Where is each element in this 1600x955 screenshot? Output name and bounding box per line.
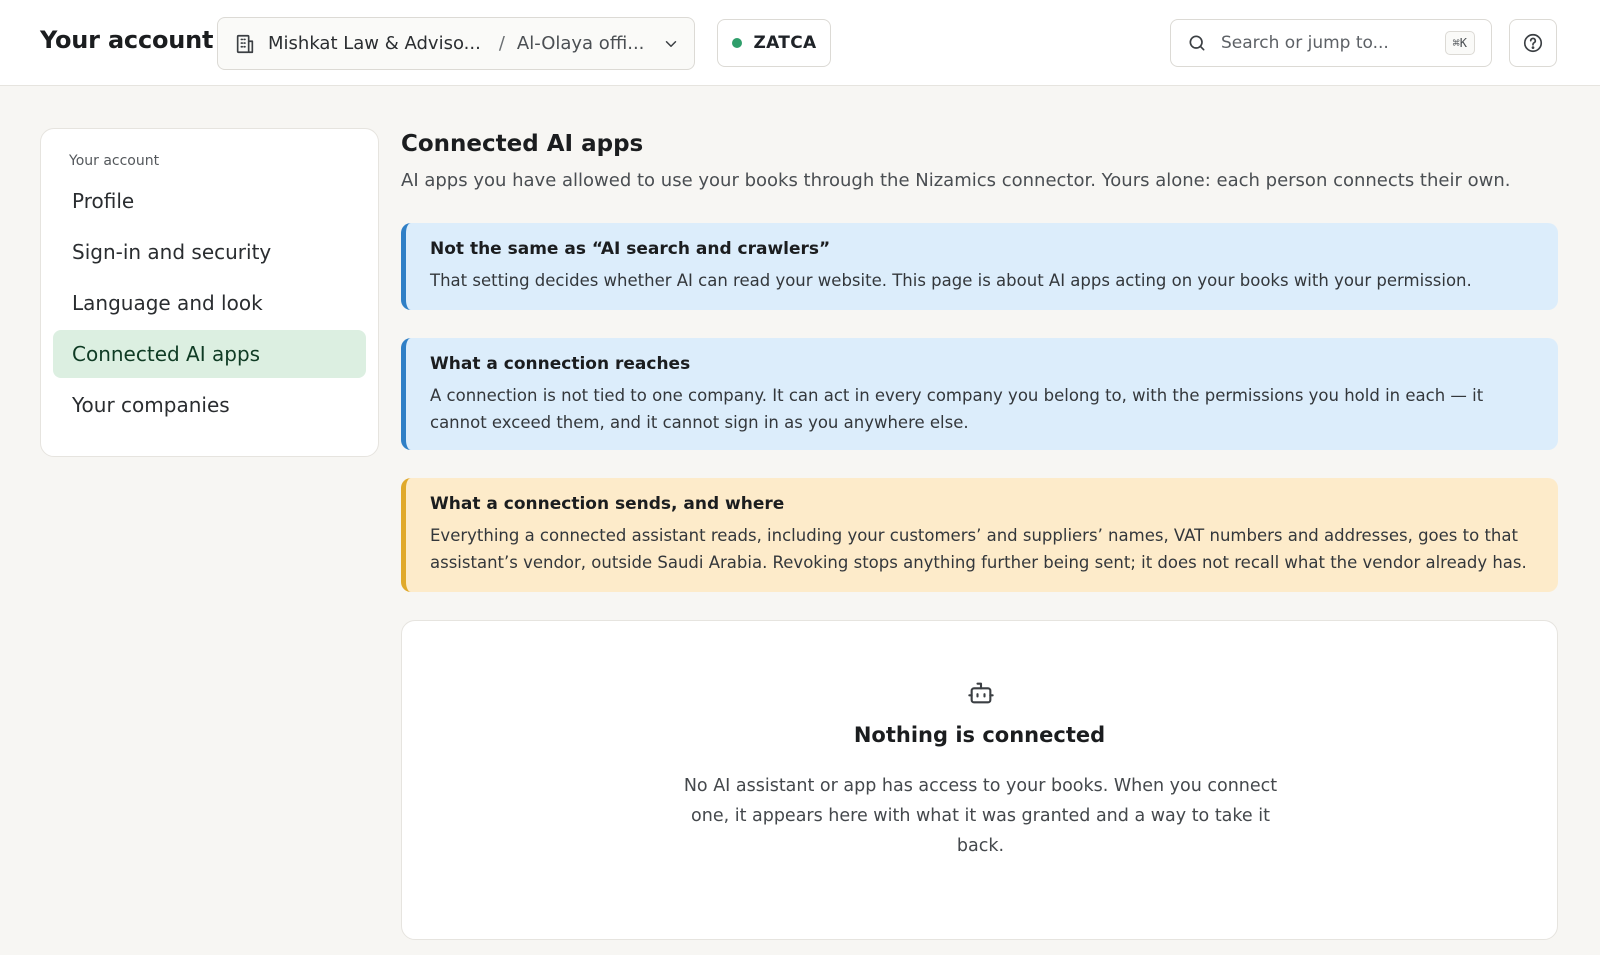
search-icon (1187, 33, 1207, 53)
callout-title: What a connection reaches (430, 354, 691, 374)
help-icon (1522, 32, 1544, 54)
help-button[interactable] (1509, 19, 1557, 67)
breadcrumb-separator: / (498, 33, 505, 54)
empty-state (401, 620, 1558, 940)
callout-body: That setting decides whether AI can read your website. This page is about AI apps acting on your books with your permission. (430, 271, 1472, 290)
account-sidebar (40, 128, 379, 457)
sidebar-item-connected-ai-apps[interactable]: Connected AI apps (53, 330, 366, 378)
building-icon (234, 33, 256, 55)
sidebar-heading: Your account (69, 153, 160, 169)
sidebar-item-sign-in-security[interactable]: Sign-in and security (72, 240, 272, 264)
company-name: Mishkat Law & Adviso... (268, 33, 481, 54)
empty-state-title: Nothing is connected (853, 723, 1106, 747)
sidebar-item-profile[interactable]: Profile (72, 189, 135, 213)
chevron-down-icon (662, 35, 680, 53)
robot-icon (967, 679, 995, 707)
section-title: Connected AI apps (401, 131, 644, 157)
callout-ai-search-note (401, 223, 1558, 310)
status-dot (732, 38, 742, 48)
office-name: Al-Olaya offi... (516, 33, 645, 54)
callout-connection-reach (401, 338, 1558, 450)
callout-title: What a connection sends, and where (430, 494, 785, 514)
search-placeholder: Search or jump to... (1221, 33, 1389, 53)
main-content (401, 128, 1558, 856)
shortcut-badge: ⌘K (1445, 31, 1475, 55)
callout-body: Everything a connected assistant reads, including your customers’ and suppliers’ names, VAT numbers and addresses, goes to that assistant’s vendor, outside Saudi Arabia. Revoking stops anything further being sent; it does not recall what the vendor already has. (430, 526, 1527, 572)
sidebar-item-your-companies[interactable]: Your companies (72, 393, 230, 417)
top-bar (0, 0, 1600, 86)
zatca-status-button[interactable] (717, 19, 831, 67)
callout-data-sharing-warning (401, 478, 1558, 592)
zatca-label: ZATCA (753, 33, 817, 53)
page-title: Your account (40, 26, 214, 54)
section-subtitle: AI apps you have allowed to use your books through the Nizamics connector. Yours alone: each person connects their own. (401, 170, 1511, 191)
empty-state-body: No AI assistant or app has access to your books. When you connect one, it appears here with what it was granted and a way to take it back. (683, 776, 1278, 856)
callout-title: Not the same as “AI search and crawlers” (430, 239, 831, 259)
callout-body: A connection is not tied to one company. It can act in every company you belong to, with the permissions you hold in each — it cannot exceed them, and it cannot sign in as you anywhere else. (430, 386, 1484, 432)
company-switcher[interactable] (217, 17, 695, 70)
search-input[interactable] (1170, 19, 1492, 67)
sidebar-item-language-look[interactable]: Language and look (72, 291, 263, 315)
